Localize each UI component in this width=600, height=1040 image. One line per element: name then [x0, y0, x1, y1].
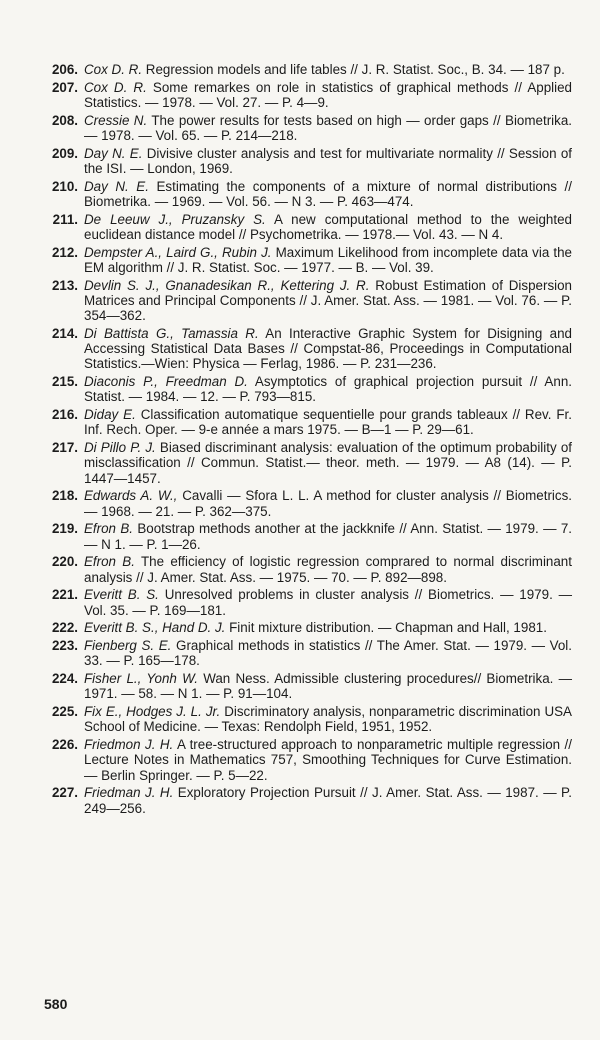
reference-entry: [44, 278, 572, 324]
reference-number: 222.: [51, 620, 78, 636]
reference-text: Wan Ness. Admissible clustering procedures// Biometrika. — 1971. — 58. — N 1. — P. 91—104.: [84, 671, 573, 702]
reference-number: 211.: [52, 211, 78, 227]
reference-authors: Efron B.: [84, 554, 135, 570]
reference-number: 221.: [51, 587, 78, 603]
reference-authors: Dempster A., Laird G., Rubin J.: [84, 244, 272, 260]
reference-authors: Cox D. R.: [84, 79, 147, 95]
reference-entry: [44, 638, 572, 668]
reference-number: 217.: [51, 440, 78, 456]
reference-authors: Fisher L., Yonh W.: [84, 671, 198, 687]
reference-number: 219.: [51, 521, 78, 537]
reference-text: Classification automatique sequentielle pour grands tableaux // Rev. Fr. Inf. Rech. Oper. — 9-e année a mars 1975. — B—1 — P. 29—61.: [84, 407, 572, 438]
reference-entry: [44, 521, 572, 551]
reference-text: Divisive cluster analysis and test for multivariate normality // Session of the ISI. — London, 1969.: [84, 145, 573, 176]
reference-authors: De Leeuw J., Pruzansky S.: [84, 211, 266, 227]
reference-text: Asymptotics of graphical projection pursuit // Ann. Statist. — 1984. — 12. — P. 793—815.: [84, 374, 572, 405]
reference-text: Exploratory Projection Pursuit // J. Amer. Stat. Ass. — 1987. — P. 249—256.: [84, 785, 572, 816]
reference-entry: [44, 671, 572, 701]
reference-text: Maximum Likelihood from incomplete data via the EM algorithm // J. R. Statist. Soc. — 1977. — B. — Vol. 39.: [84, 244, 572, 275]
reference-number: 208.: [51, 112, 78, 128]
reference-number: 218.: [51, 488, 78, 504]
reference-text: Regression models and life tables // J. R. Statist. Soc., B. 34. — 187 p.: [142, 62, 565, 77]
reference-text: Some remarkes on role in statistics of graphical methods // Applied Statistics. — 1978. — Vol. 27. — P. 4—9.: [84, 79, 572, 110]
reference-number: 213.: [51, 277, 78, 293]
reference-entry: [44, 488, 572, 518]
reference-text: Graphical methods in statistics // The Amer. Stat. — 1979. — Vol. 33. — P. 165—178.: [84, 638, 572, 669]
reference-authors: Fix E., Hodges J. L. Jr.: [84, 704, 221, 720]
reference-entry: [44, 554, 572, 584]
reference-authors: Friedman J. H.: [84, 785, 174, 801]
reference-text: Biased discriminant analysis: evaluation of the optimum probability of misclassification // Commun. Statist.— theor. meth. — 1979. — A8 (14). — P. 1447—1457.: [84, 440, 572, 486]
reference-number: 206.: [51, 62, 78, 77]
reference-number: 214.: [51, 326, 78, 341]
reference-entry: [44, 146, 572, 176]
reference-entry: [44, 785, 572, 815]
reference-text: Estimating the components of a mixture of normal distributions // Biometrika. — 1969. — Vol. 56. — N 3. — P. 463—474.: [84, 178, 572, 209]
reference-number: 209.: [51, 145, 78, 161]
reference-entry: [44, 80, 572, 110]
reference-text: The power results for tests based on high — order gaps // Biometrika. — 1978. — Vol. 65. — P. 214—218.: [84, 112, 572, 143]
reference-authors: Efron B.: [84, 521, 133, 537]
reference-entry: [44, 440, 572, 486]
reference-authors: Devlin S. J., Gnanadesikan R., Kettering J. R.: [84, 277, 370, 293]
reference-authors: Edwards A. W.,: [84, 488, 178, 504]
reference-text: A tree-structured approach to nonparametric multiple regression // Lecture Notes in Mathematics 757, Smoothing Techniques for Curve Estimation. — Berlin Springer. — P. 5—22.: [84, 737, 572, 783]
reference-number: 226.: [51, 737, 78, 753]
reference-entry: [44, 737, 572, 783]
reference-number: 207.: [51, 79, 78, 95]
reference-number: 224.: [51, 671, 78, 687]
reference-authors: Everitt B. S., Hand D. J.: [84, 620, 226, 636]
reference-entry: [44, 326, 572, 372]
reference-authors: Day N. E.: [84, 178, 149, 194]
reference-authors: Friedmon J. H.: [84, 737, 174, 753]
reference-number: 215.: [51, 374, 78, 390]
reference-number: 216.: [51, 407, 78, 423]
reference-text: Bootstrap methods another at the jackknife // Ann. Statist. — 1979. — 7. — N 1. — P. 1—26.: [84, 521, 572, 552]
reference-entry: [44, 212, 572, 242]
reference-authors: Day N. E.: [84, 145, 143, 161]
reference-number: 212.: [51, 244, 78, 260]
reference-text: The efficiency of logistic regression comprared to normal discriminant analysis // J. Amer. Stat. Ass. — 1975. — 70. — P. 892—898.: [84, 554, 572, 585]
reference-entry: [44, 407, 572, 437]
reference-authors: Di Battista G., Tamassia R.: [84, 326, 259, 341]
reference-text: A new computational method to the weighted euclidean distance model // Psychometrika. — 1978.— Vol. 43. — N 4.: [84, 211, 572, 242]
page-number: 580: [44, 996, 68, 1012]
reference-text: Finit mixture distribution. — Chapman and Hall, 1981.: [225, 620, 547, 636]
reference-text: Robust Estimation of Dispersion Matrices and Principal Components // J. Amer. Stat. Ass. — 1981. — Vol. 76. — P. 354—362.: [84, 277, 573, 324]
reference-entry: [44, 179, 572, 209]
reference-entry: [44, 62, 572, 77]
reference-text: Cavalli — Sfora L. L. A method for cluster analysis // Biometrics. — 1968. — 21. — P. 362—375.: [84, 488, 572, 519]
reference-text: Discriminatory analysis, nonparametric discrimination USA School of Medicine. — Texas: Rendolph Field, 1951, 1952.: [84, 704, 572, 735]
reference-authors: Cox D. R.: [84, 62, 143, 77]
reference-entry: [44, 620, 572, 635]
reference-number: 225.: [51, 704, 78, 720]
reference-entry: [44, 704, 572, 734]
reference-authors: Cressie N.: [84, 112, 148, 128]
reference-authors: Fienberg S. E.: [84, 638, 172, 654]
reference-text: Unresolved problems in cluster analysis // Biometrics. — 1979. — Vol. 35. — P. 169—181.: [84, 587, 573, 618]
reference-number: 220.: [51, 554, 78, 570]
reference-number: 210.: [51, 178, 78, 194]
reference-authors: Diday E.: [84, 407, 136, 423]
reference-authors: Everitt B. S.: [84, 587, 159, 603]
reference-number: 223.: [51, 638, 78, 654]
reference-entry: [44, 113, 572, 143]
reference-authors: Diaconis P., Freedman D.: [84, 374, 248, 390]
reference-authors: Di Pillo P. J.: [84, 440, 156, 456]
reference-text: An Interactive Graphic System for Disigning and Accessing Statistical Data Bases // Compstat-86, Proceedings in Computational Statistics.—Wien: Physica — Ferlag, 1986. — P. 231—236.: [84, 326, 572, 372]
reference-list: [44, 62, 572, 818]
reference-entry: [44, 374, 572, 404]
reference-entry: [44, 245, 572, 275]
reference-entry: [44, 587, 572, 617]
reference-number: 227.: [51, 785, 78, 801]
